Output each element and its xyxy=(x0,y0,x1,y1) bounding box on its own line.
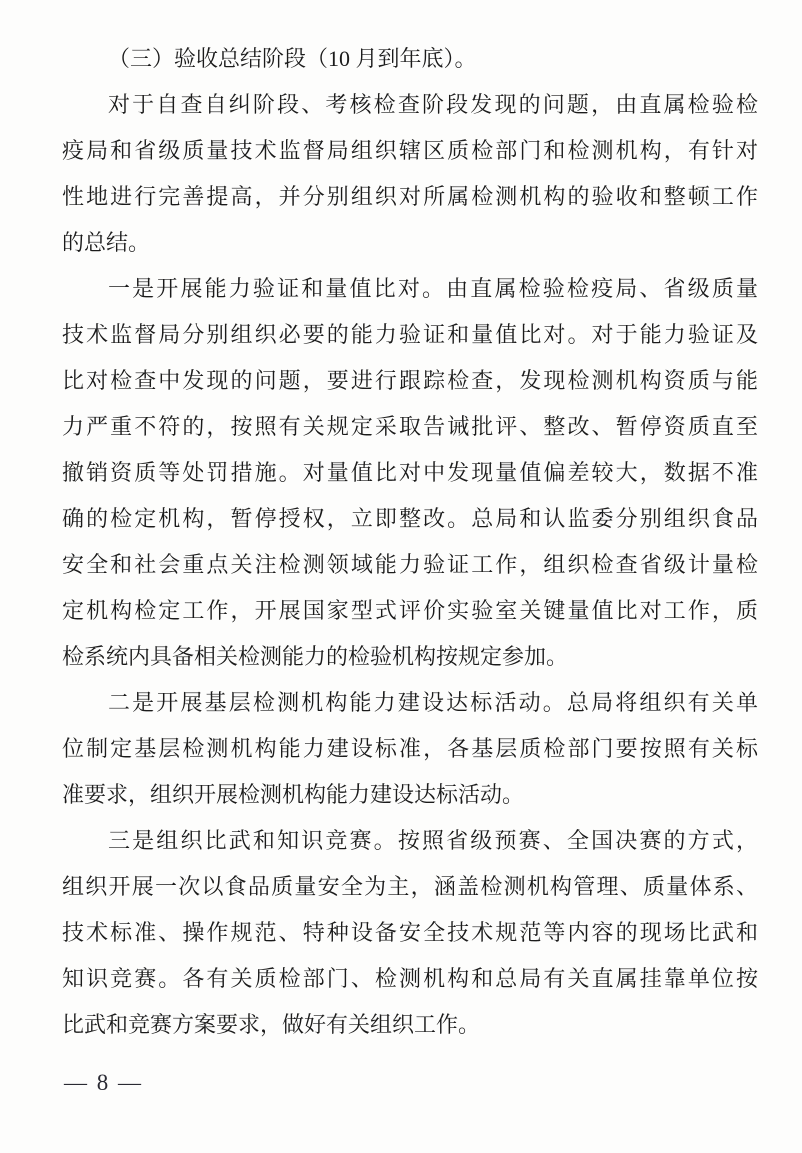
paragraph-end-line: 比武和竞赛方案要求，做好有关组织工作。 xyxy=(62,1012,481,1037)
paragraph-start-line: 三是组织比武和知识竞赛。按照省级预赛、全国决赛的方式， xyxy=(108,828,758,853)
text-line: 组织开展一次以食品质量安全为主，涵盖检测机构管理、质量体系、 xyxy=(62,874,758,899)
paragraph-end-line: 准要求，组织开展检测机构能力建设达标活动。 xyxy=(62,782,525,807)
text-line: 知识竞赛。各有关质检部门、检测机构和总局有关直属挂靠单位按 xyxy=(62,966,758,991)
text-line: 安全和社会重点关注检测领域能力验证工作，组织检查省级计量检 xyxy=(62,552,758,577)
text-line: 性地进行完善提高，并分别组织对所属检测机构的验收和整顿工作 xyxy=(62,184,758,209)
text-line: 位制定基层检测机构能力建设标准，各基层质检部门要按照有关标 xyxy=(62,736,758,761)
page-number: — 8 — xyxy=(64,1070,143,1095)
document-body xyxy=(62,36,758,1048)
paragraph-start-line: 对于自查自纠阶段、考核检查阶段发现的问题，由直属检验检 xyxy=(108,92,758,117)
paragraph-end-line: 的总结。 xyxy=(62,230,151,255)
text-line: 确的检定机构，暂停授权，立即整改。总局和认监委分别组织食品 xyxy=(62,506,758,531)
paragraph-end-line: 检系统内具备相关检测能力的检验机构按规定参加。 xyxy=(62,644,569,669)
text-line: 技术监督局分别组织必要的能力验证和量值比对。对于能力验证及 xyxy=(62,322,758,347)
text-line: 撤销资质等处罚措施。对量值比对中发现量值偏差较大，数据不准 xyxy=(62,460,758,485)
text-line: 比对检查中发现的问题，要进行跟踪检查，发现检测机构资质与能 xyxy=(62,368,758,393)
text-line: 技术标准、操作规范、特种设备安全技术规范等内容的现场比武和 xyxy=(62,920,758,945)
page-footer xyxy=(64,1068,143,1098)
paragraph-start-line: 二是开展基层检测机构能力建设达标活动。总局将组织有关单 xyxy=(108,690,758,715)
text-line: 疫局和省级质量技术监督局组织辖区质检部门和检测机构，有针对 xyxy=(62,138,758,163)
text-line: 定机构检定工作，开展国家型式评价实验室关键量值比对工作，质 xyxy=(62,598,758,623)
section-heading: （三）验收总结阶段（10 月到年底）。 xyxy=(108,46,477,71)
text-line: 力严重不符的，按照有关规定采取告诫批评、整改、暂停资质直至 xyxy=(62,414,758,439)
paragraph-start-line: 一是开展能力验证和量值比对。由直属检验检疫局、省级质量 xyxy=(108,276,758,301)
